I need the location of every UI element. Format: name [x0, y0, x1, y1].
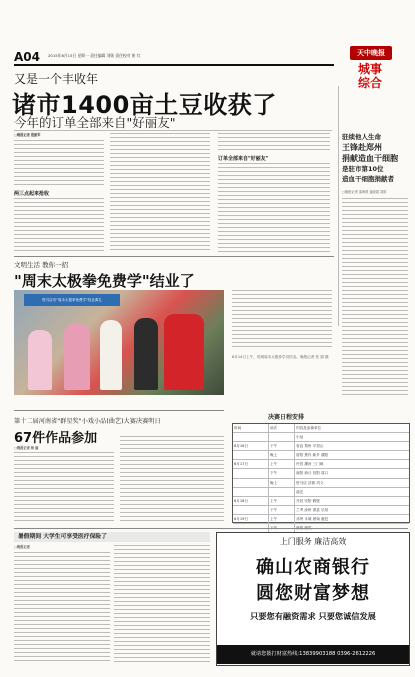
photo-figure-3 [100, 320, 122, 390]
lead-subhead: 今年的订单全部来自"好丽友" [14, 115, 176, 130]
photo-figure-2 [64, 324, 90, 390]
ad-hotline: 就请您拨打财富热线:13839903188 0396-2612226 [250, 651, 376, 657]
bottom-headline-box [14, 532, 210, 542]
awards-byline: □晚报记者 杨 丽 [14, 446, 39, 450]
table-row: 小品 [233, 433, 409, 442]
photo-banner-text: 驻马店市“周末太极拳免费学”结业典礼 [42, 298, 102, 302]
awards-kicker: 第十二届河南省"群星奖"小戏小品(曲艺)大赛决赛明日 [14, 418, 161, 425]
awards-col1-text [14, 452, 114, 524]
schedule-col-content: 内容及参赛单位 [296, 426, 322, 430]
ad-bank-line2: 圆您财富梦想 [256, 583, 370, 604]
lead-rule [14, 130, 332, 131]
ad-hotline-bar [217, 645, 409, 664]
awards-col2-text [120, 436, 224, 524]
lead-col3-text [218, 133, 330, 153]
photo-figure-5 [164, 314, 204, 390]
culture-text [232, 290, 332, 350]
page-id: A04 [14, 50, 40, 64]
bottom-col1-text [14, 552, 110, 664]
lead-col1-text2 [14, 198, 104, 252]
side-headline-line2: 王锋赴郑州 [342, 143, 382, 152]
culture-headline: "周末太极拳免费学"结业了 [14, 272, 195, 290]
table-row: 下午 兰考 汝州 滑县 长垣 [233, 506, 409, 515]
side-divider [338, 86, 339, 326]
lead-byline: □晚报记者 聂振军 [14, 133, 41, 137]
ad-top-line: 上门服务 廉洁高效 [279, 537, 347, 546]
side-headline [342, 132, 408, 184]
culture-kicker: 文明生活 教你一招 [14, 261, 69, 269]
table-row: 6月16日 下午 省直 郑州 平顶山 [233, 442, 409, 451]
culture-top-rule [14, 256, 334, 257]
logo-text: 天中晚报 [357, 48, 385, 57]
side-headline-line1: 驻续他人生命 [342, 133, 381, 141]
lead-col3-text2 [218, 163, 330, 253]
bottom-headline: 暑假期间 大学生可享受医疗保险了 [18, 534, 107, 540]
table-row: 6月17日 上午 许昌 漯河 三门峡 [233, 460, 409, 469]
lead-crosshead2: 订单全部来自"好丽友" [218, 156, 269, 162]
bottom-col2-text [114, 545, 210, 664]
schedule-table [232, 423, 410, 523]
logo [350, 46, 392, 60]
bottom-byline: □晚报记者 [14, 545, 30, 549]
table-row: 6月18日 上午 开封 安阳 鹤壁 [233, 497, 409, 506]
table-row: 曲艺 [233, 488, 409, 497]
side-text [342, 198, 408, 398]
lead-col2-text [110, 133, 210, 253]
schedule-title: 决赛日程安排 [268, 414, 305, 421]
lead-crosshead: 两三点起来抢收 [14, 191, 50, 197]
bottom-top-rule [14, 528, 408, 529]
section-title: 城事综合 [358, 62, 383, 90]
culture-caption: 6月14日上午，驻城周末太极拳学员结业。晚报记者 张 娟 摄 [232, 355, 329, 359]
table-row: 晚上 驻马店 济源 巩义 [233, 479, 409, 488]
schedule-col-time: 时间 [233, 424, 269, 432]
side-byline: □晚报记者 邵海燕 崔晓超 刘勋 [342, 190, 387, 194]
bank-ad [216, 532, 410, 666]
photo-figure-4 [134, 318, 158, 390]
lead-col1-text [14, 140, 104, 188]
ad-bank-line1: 确山农商银行 [256, 557, 370, 578]
dateline: 2015年6月15日 星期一 责任编辑 刘勋 责任校对 崔 红 [48, 53, 141, 58]
photo-figure-1 [28, 330, 52, 390]
culture-photo [14, 290, 224, 395]
side-headline-line4: 是驻市第10位 [342, 165, 384, 173]
lead-headline: 诸市1400亩土豆收获了 [12, 91, 277, 119]
table-row: 6月19日 上午 邓州 永城 固始 鹿邑 [233, 515, 409, 524]
awards-top-rule [14, 410, 224, 411]
schedule-col-session: 场次 [269, 424, 295, 432]
lead-kicker: 又是一个丰收年 [14, 72, 99, 86]
header-rule [14, 64, 334, 66]
side-headline-line3: 捐献造血干细胞 [342, 154, 398, 163]
schedule-header-row [233, 424, 409, 433]
awards-headline: 67件作品参加 [14, 431, 98, 446]
photo-banner [24, 294, 120, 306]
side-headline-line5: 造血干细胞捐献者 [342, 175, 394, 183]
ad-slogan: 只要您有融资需求 只要您诚信发展 [250, 611, 376, 621]
table-row: 下午 南阳 商丘 信阳 周口 [233, 469, 409, 478]
table-row: 晚上 洛阳 焦作 新乡 濮阳 [233, 451, 409, 460]
